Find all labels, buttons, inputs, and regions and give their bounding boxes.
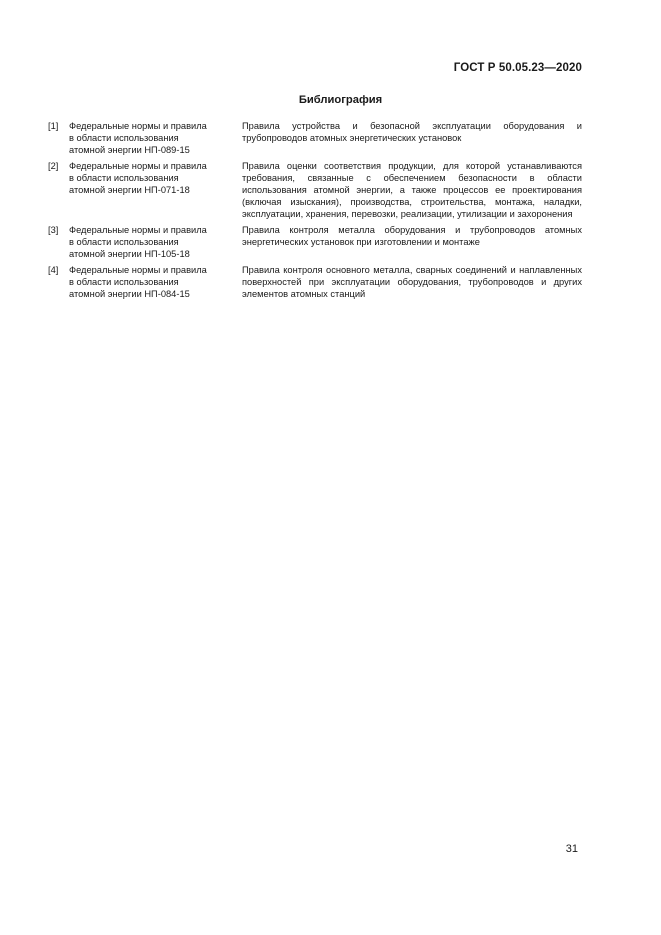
entry-source: Федеральные нормы и правила в области использования атомной энергии НП-084-15 <box>69 265 207 299</box>
page-number: 31 <box>565 843 578 855</box>
entry-number: [2] <box>48 161 59 171</box>
entry-title: Правила оценки соответствия продукции, для которой устанавливаются требования, связанные с обеспечением безопасности в области использования атомной энергии, а также процессов ее проектирования (включая изыскания), производства, строительства, монтажа, наладки, эксплуатации, хранения, перевозки, реализации, утилизации и захоронения <box>242 161 582 219</box>
bibliography-entry <box>48 120 582 156</box>
entry-number: [3] <box>48 225 59 235</box>
entry-title: Правила контроля основного металла, сварных соединений и наплавленных поверхностей при эксплуатации оборудования, трубопроводов и других элементов атомных станций <box>242 265 582 299</box>
entry-source: Федеральные нормы и правила в области использования атомной энергии НП-071-18 <box>69 161 207 195</box>
section-title: Библиография <box>298 94 383 106</box>
entry-title: Правила устройства и безопасной эксплуатации оборудования и трубопроводов атомных энергетических установок <box>242 121 582 143</box>
bibliography-entry <box>48 160 582 220</box>
entry-source: Федеральные нормы и правила в области использования атомной энергии НП-105-18 <box>69 225 207 259</box>
bibliography-list <box>48 120 582 304</box>
bibliography-entry <box>48 224 582 260</box>
entry-title: Правила контроля металла оборудования и трубопроводов атомных энергетических установок при изготовлении и монтаже <box>242 225 582 247</box>
entry-number: [1] <box>48 121 59 131</box>
entry-number: [4] <box>48 265 59 275</box>
bibliography-entry <box>48 264 582 300</box>
document-code: ГОСТ Р 50.05.23—2020 <box>453 62 582 74</box>
entry-source: Федеральные нормы и правила в области использования атомной энергии НП-089-15 <box>69 121 207 155</box>
